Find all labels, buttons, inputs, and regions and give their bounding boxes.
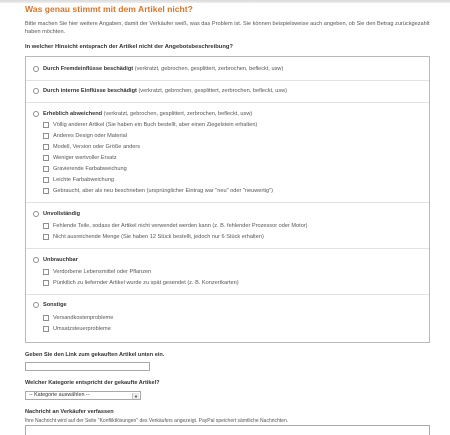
checkbox[interactable]	[43, 166, 49, 172]
option-label: Erheblich abweichend	[43, 111, 103, 117]
checkbox-label: Völlig anderer Artikel (Sie haben ein Buch bestellt, aber einen Ziegelstein erhalten)	[53, 122, 258, 128]
radio-button[interactable]	[33, 211, 39, 217]
checkbox[interactable]	[43, 177, 49, 183]
checkbox-item[interactable]	[43, 280, 239, 287]
divider	[26, 202, 429, 203]
option-damaged-external[interactable]	[33, 66, 283, 73]
options-box	[25, 56, 430, 343]
question-label: In welcher Hinsicht entsprach der Artikel nicht der Angebotsbeschreibung?	[25, 44, 233, 50]
option-other[interactable]	[33, 302, 67, 309]
option-label: Unvollständig	[43, 211, 80, 217]
checkbox[interactable]	[43, 234, 49, 240]
checkbox[interactable]	[43, 155, 49, 161]
option-hint: (verkratzt, gebrochen, gesplittert, zerbrochen, befleckt, usw)	[134, 66, 284, 72]
checkbox-item[interactable]	[43, 177, 114, 184]
category-select[interactable]	[25, 391, 141, 400]
checkbox[interactable]	[43, 122, 49, 128]
checkbox[interactable]	[43, 133, 49, 139]
checkbox-item[interactable]	[43, 122, 257, 129]
checkbox[interactable]	[43, 269, 49, 275]
checkbox[interactable]	[43, 280, 49, 286]
radio-button[interactable]	[33, 302, 39, 308]
checkbox[interactable]	[43, 326, 49, 332]
checkbox-label: Modell, Version oder Größe anders	[53, 144, 141, 150]
message-label: Nachricht an Verkäufer verfassen	[25, 409, 114, 415]
checkbox-label: Leichte Farbabweichung	[53, 177, 114, 183]
option-damaged-internal[interactable]	[33, 88, 287, 95]
option-label: Unbrauchbar	[43, 257, 78, 263]
checkbox[interactable]	[43, 144, 49, 150]
checkbox-label: Versandkostenprobleme	[53, 315, 114, 321]
checkbox-item[interactable]	[43, 269, 151, 276]
option-label: Durch interne Einflüsse beschädigt	[43, 88, 137, 94]
checkbox-item[interactable]	[43, 155, 117, 162]
checkbox[interactable]	[43, 315, 49, 321]
checkbox-label: Fehlende Teile, sodass der Artikel nicht verwendet werden kann (z. B. fehlender Prozessor oder Motor)	[53, 223, 308, 229]
checkbox-item[interactable]	[43, 315, 113, 322]
chevron-down-icon[interactable]: ▼	[132, 393, 139, 399]
checkbox-label: Gebraucht, aber als neu beschrieben (ursprünglicher Eintrag war "neu" oder "neuwertig")	[53, 188, 274, 194]
checkbox-label: Nicht ausreichende Menge (Sie haben 12 Stück bestellt, jedoch nur 6 Stück erhalten)	[53, 234, 264, 240]
top-bar	[0, 0, 450, 3]
divider	[26, 80, 429, 81]
radio-button[interactable]	[33, 66, 39, 72]
message-textarea[interactable]	[25, 425, 430, 435]
radio-button[interactable]	[33, 111, 39, 117]
checkbox-item[interactable]	[43, 188, 273, 195]
item-link-input[interactable]	[25, 362, 150, 371]
checkbox-label: Pünktlich zu liefernder Artikel wurde zu spät gesendet (z. B. Konzertkarten)	[53, 280, 239, 286]
option-hint: (verkratzt, gebrochen, gesplittert, zerbrochen, befleckt, usw)	[138, 88, 288, 94]
intro-text: Bitte machen Sie hier weitere Angaben, damit der Verkäufer weiß, was das Problem ist. Sie können beispielsweise auch angeben, ob Sie den Betrag zurückgezahlt haben möchten.	[25, 21, 430, 36]
option-incomplete[interactable]	[33, 211, 80, 218]
option-hint: (verkratzt, gebrochen, gesplittert, zerbrochen, befleckt, usw)	[103, 111, 253, 117]
message-note: Ihre Nachricht wird auf der Seite "Konfliktlösungen" des Verkäufers angezeigt. PayPal speichert sämtliche Nachrichten.	[25, 418, 289, 424]
divider	[26, 248, 429, 249]
divider	[26, 102, 429, 103]
checkbox-label: Verdorbene Lebensmittel oder Pflanzen	[53, 269, 152, 275]
checkbox-label: Umsatzsteuerprobleme	[53, 326, 111, 332]
category-label: Welcher Kategorie entspricht der gekaufte Artikel?	[25, 380, 160, 386]
link-label: Geben Sie den Link zum gekauften Artikel unten ein.	[25, 352, 165, 358]
checkbox-item[interactable]	[43, 234, 264, 241]
checkbox[interactable]	[43, 188, 49, 194]
checkbox[interactable]	[43, 223, 49, 229]
checkbox-item[interactable]	[43, 326, 111, 333]
page-title: Was genau stimmt mit dem Artikel nicht?	[25, 4, 193, 14]
checkbox-label: Weniger wertvoller Ersatz	[53, 155, 117, 161]
checkbox-label: Anderes Design oder Material	[53, 133, 127, 139]
divider	[26, 294, 429, 295]
option-label: Durch Fremdeinflüsse beschädigt	[43, 66, 134, 72]
option-significantly-different[interactable]	[33, 111, 252, 118]
category-select-value: -- Kategorie auswählen --	[29, 392, 90, 399]
checkbox-item[interactable]	[43, 166, 127, 173]
option-unusable[interactable]	[33, 257, 78, 264]
radio-button[interactable]	[33, 257, 39, 263]
checkbox-item[interactable]	[43, 144, 140, 151]
option-label: Sonstige	[43, 302, 67, 308]
radio-button[interactable]	[33, 88, 39, 94]
checkbox-item[interactable]	[43, 223, 308, 230]
checkbox-item[interactable]	[43, 133, 127, 140]
checkbox-label: Gravierende Farbabweichung	[53, 166, 127, 172]
